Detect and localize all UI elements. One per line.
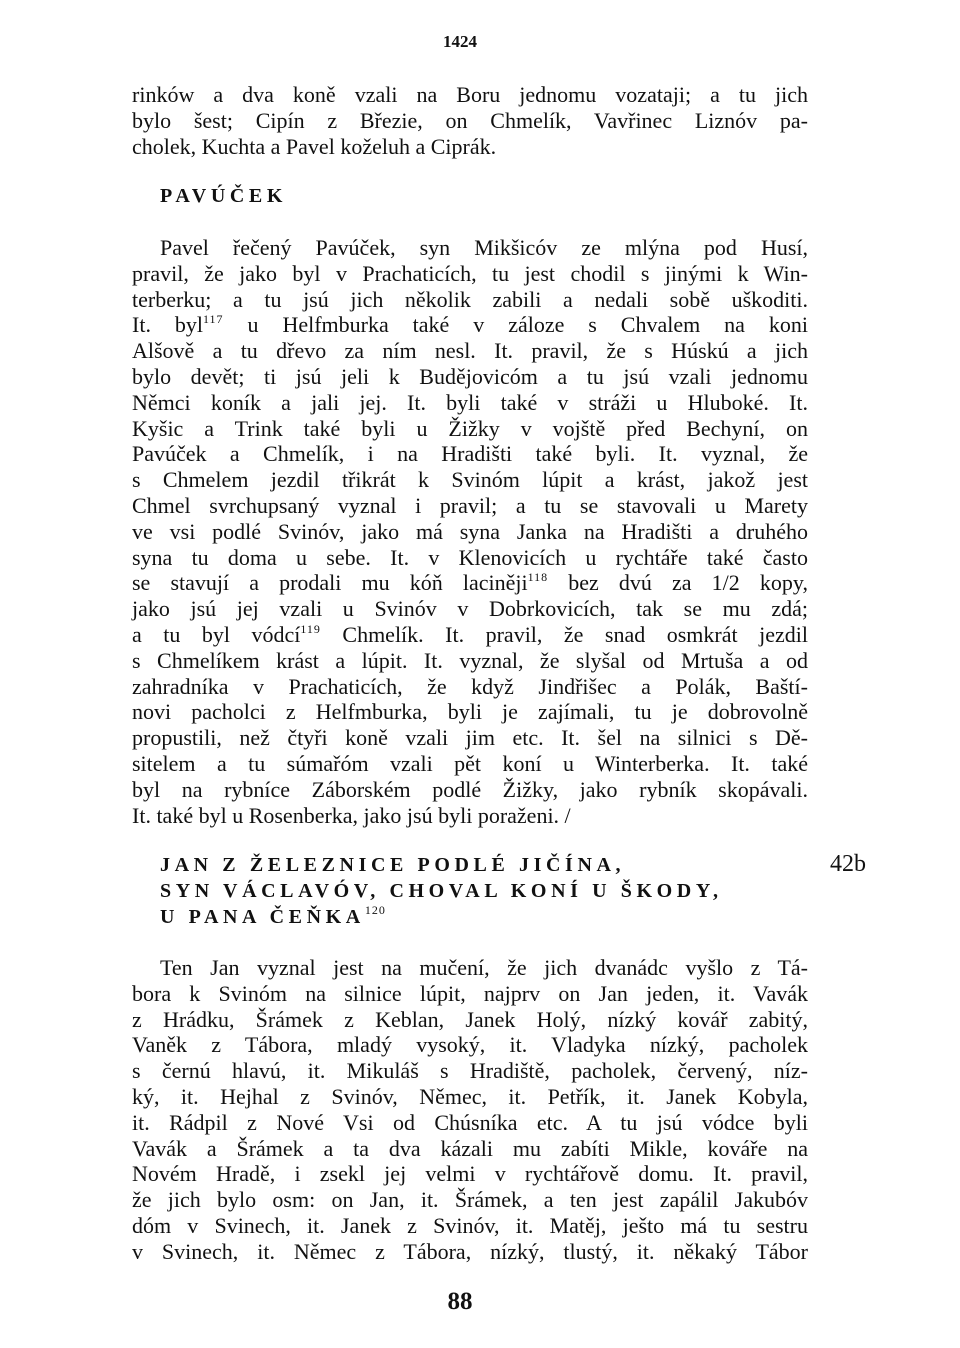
text-line: s Chmelíkem krást a lúpit. It. vyznal, že slyšal od Mrtuša a od [132,647,808,673]
heading-line: JAN Z ŽELEZNICE PODLÉ JIČÍNA, [160,854,626,876]
page-number-top: 1424 [443,32,477,51]
text-line: v Svinech, it. Němec z Tábora, nízký, tlustý, it. někaký Tábor [132,1238,808,1264]
text-line: Novém Hradě, i zsekl jej velmi v rychtářově domu. It. pravil, [132,1161,808,1187]
text-line: ve vsi podlé Svinóv, jako má syna Janka na Hradišti a druhého [132,518,808,544]
margin-folio-note: 42b [830,851,866,877]
text-line: terberku; a tu jsú jich několik zabili a nedali sobě uškoditi. [132,286,808,312]
heading-line: U PANA ČEŇKA$^{120}$ [160,903,386,928]
footnote-marker: 119 [300,621,321,636]
paragraph-continuation [132,82,808,159]
heading-line: SYN VÁCLAVÓV, CHOVAL KONÍ U ŠKODY, [160,880,723,902]
text-line: bylo šest; Cipín z Březie, on Chmelík, Vavřinec Liznóv pa- [132,107,808,133]
text-line: dóm v Svinech, it. Janek z Svinóv, it. Matěj, ješto má tu sestru [132,1212,808,1238]
text-line: Němci koník a jali jej. It. byli také v stráži u Hluboké. It. [132,389,808,415]
text-line: Alšově a tu dřevo za ním nesl. It. pravil, že s Húskú a jich [132,338,808,364]
text-line: Kyšic a Trink také byli u Žižky v vojště před Bechyní, on [132,415,808,441]
page-number-bottom: 88 [447,1288,473,1315]
section-heading-jan [160,852,800,930]
text-line: it. Rádpil z Nové Vsi od Chúsníka etc. A tu jsú vódce byli [132,1109,808,1135]
text-line: Ten Jan vyznal jest na mučení, že jich dvanádc vyšlo z Tá- [160,955,808,980]
footnote-marker: 120 [364,903,386,917]
footnote-marker: 117 [203,312,224,327]
text-line: s černú hlavú, it. Mikuláš s Hradiště, pacholek, červený, níz- [132,1058,808,1084]
footnote-marker: 118 [527,570,549,585]
text-line: bylo devět; ti jsú jeli k Budějovicóm a tu jsú vzali jednomu [132,363,808,389]
paragraph-jan [132,955,808,1265]
text-line: zahradníka v Prachaticích, že když Jindřišec a Polák, Baští- [132,673,808,699]
text-line: sitelem a tu súmařóm vzali pět koní u Winterberka. It. také [132,750,808,776]
text-line: propustili, než čtyři koně vzali jim etc. It. šel na silnici s Dě- [132,725,808,751]
text-line: Pavel řečený Pavúček, syn Mikšicóv ze mlýna pod Husí, [160,235,808,260]
text-line: že jich bylo osm: on Jan, it. Šrámek, a ten jest zapálil Jakubóv [132,1187,808,1213]
text-line: Vaněk z Tábora, mladý vysoký, it. Vladyka nízký, pacholek [132,1032,808,1058]
text-line: a tu byl vódcí$^{119}$ Chmelík. It. pravil, že snad osmkrát jezdil [132,621,808,647]
text-line: pravil, že jako byl v Prachaticích, tu jest chodil s jinými k Win- [132,260,808,286]
text-line: Pavúček a Chmelík, i na Hradišti také byli. It. vyznal, že [132,441,808,467]
text-line: Chmel svrchupsaný vyznal i pravil; a tu se stavovali u Marety [132,492,808,518]
text-line: byl na rybníce Záborském podlé Žižky, jako rybník skopávali. [132,776,808,802]
text-line: It. byl$^{117}$ u Helfmburka také v záloze s Chvalem na koni [132,312,808,338]
section-heading-pavucek: PAVÚČEK [160,185,288,207]
text-line: jako jsú jej vzali u Svinóv v Dobrkovicích, tak se mu zdá; [132,596,808,622]
text-line: Vavák a Šrámek a ta dva kázali mu zabíti Mikle, kováře na [132,1135,808,1161]
text-line: syna tu doma u sebe. It. v Klenovicích u rychtáře také často [132,544,808,570]
text-line: se stavují a prodali mu kóň laciněji$^{118}$ bez dvú za 1/2 kopy, [132,570,808,596]
text-line: cholek, Kuchta a Pavel koželuh a Ciprák. [132,133,497,159]
text-line: novi pacholci z Helfmburka, byli je zajímali, tu je dobrovolně [132,699,808,725]
text-line: rinków a dva koně vzali na Boru jednomu vozataji; a tu jich [132,82,808,107]
text-line: ký, it. Hejhal z Svinóv, Němec, it. Petřík, it. Janek Kobyla, [132,1083,808,1109]
text-line: bora k Svinóm na silnice lúpit, najprv on Jan jeden, it. Vavák [132,980,808,1006]
text-line: z Hrádku, Šrámek z Keblan, Janek Holý, nízký kovář zabitý, [132,1006,808,1032]
text-line: It. také byl u Rosenberka, jako jsú byli poraženi. / [132,802,571,828]
text-line: s Chmelem jezdil třikrát k Svinóm lúpit a krást, jakož jest [132,467,808,493]
paragraph-pavucek [132,235,808,828]
